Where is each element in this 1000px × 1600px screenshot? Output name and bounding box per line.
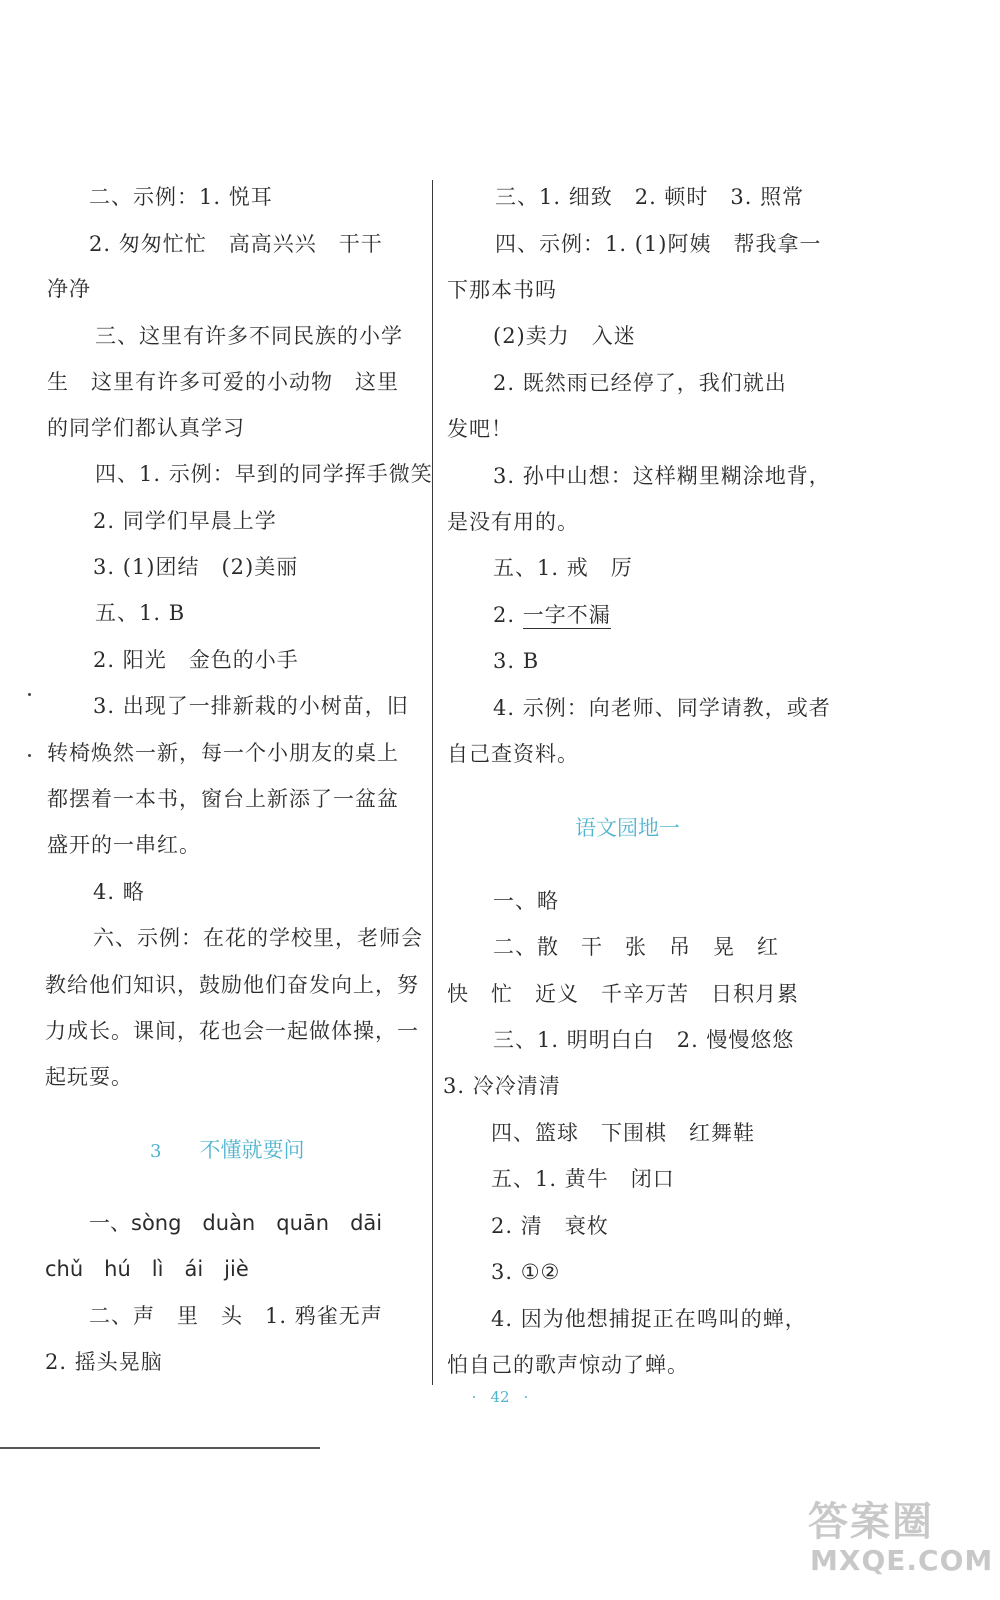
answer-line: 2. 清 衰枚 <box>491 1214 609 1238</box>
page-number-text: 42 <box>490 1388 510 1406</box>
section-number: 3 <box>150 1141 162 1162</box>
answer-line <box>493 600 611 630</box>
answer-line: 生 这里有许多可爱的小动物 这里 <box>47 370 399 394</box>
answer-line: 教给他们知识，鼓励他们奋发向上，努 <box>45 973 419 997</box>
answer-prefix: 2. <box>493 603 523 627</box>
answer-line: 3. ①② <box>491 1260 561 1284</box>
answer-line: 四、篮球 下围棋 红舞鞋 <box>491 1121 755 1145</box>
answer-line: 净净 <box>47 277 91 301</box>
answer-line: 怕自己的歌声惊动了蝉。 <box>447 1353 689 1377</box>
answer-line: 转椅焕然一新，每一个小朋友的桌上 <box>47 741 399 765</box>
answer-line: 二、散 干 张 吊 晃 红 <box>493 935 779 959</box>
answer-line: 力成长。课间，花也会一起做体操，一 <box>45 1019 419 1043</box>
answer-line: 下那本书吗 <box>447 278 557 302</box>
underlined-answer: 一字不漏 <box>522 603 611 627</box>
answer-line: 3. 孙中山想：这样糊里糊涂地背， <box>493 464 831 488</box>
answer-line: 六、示例：在花的学校里，老师会 <box>93 926 423 950</box>
answer-line: 都摆着一本书，窗台上新添了一盆盆 <box>47 787 399 811</box>
answer-line: 3. 出现了一排新栽的小树苗，旧 <box>93 694 409 718</box>
dot-icon: · <box>471 1388 477 1406</box>
watermark-text: 答案圈 <box>808 1499 934 1545</box>
scan-speck <box>28 693 31 696</box>
answer-line: 3. 冷冷清清 <box>443 1074 561 1098</box>
answer-line: 三、1. 明明白白 2. 慢慢悠悠 <box>493 1028 795 1052</box>
pinyin-line: 一、sòng duàn quān dāi <box>89 1211 383 1235</box>
answer-line: 五、1. 戒 厉 <box>493 556 633 580</box>
answer-line: 3. B <box>493 649 540 673</box>
answer-line: 发吧！ <box>447 417 513 441</box>
answer-line: 五、1. B <box>95 601 186 625</box>
answer-line: 是没有用的。 <box>447 510 579 534</box>
answer-line: 起玩耍。 <box>45 1065 133 1089</box>
answer-line: 2. 匆匆忙忙 高高兴兴 干干 <box>89 232 383 256</box>
scan-speck <box>28 754 31 757</box>
answer-line: 4. 示例：向老师、同学请教，或者 <box>493 696 831 720</box>
answer-line: 快 忙 近义 千辛万苦 日积月累 <box>447 982 799 1006</box>
footer-rule <box>0 1447 320 1449</box>
answer-line: 2. 既然雨已经停了，我们就出 <box>493 371 787 395</box>
answer-line: 三、1. 细致 2. 顿时 3. 照常 <box>495 185 805 209</box>
answer-line: 盛开的一串红。 <box>47 833 201 857</box>
column-divider <box>432 180 433 1385</box>
watermark-url: MXQE.COM <box>810 1544 994 1577</box>
answer-line: 二、示例：1. 悦耳 <box>89 185 273 209</box>
section-heading: 语文园地一 <box>575 816 680 840</box>
section-title: 不懂就要问 <box>199 1138 305 1162</box>
answer-line: 五、1. 黄牛 闭口 <box>491 1167 675 1191</box>
pinyin-line: chǔ hú lì ái jiè <box>45 1257 249 1281</box>
page-number <box>0 1388 1000 1406</box>
answer-line: 2. 同学们早晨上学 <box>93 509 277 533</box>
answer-line: 四、1. 示例：早到的同学挥手微笑 <box>95 462 433 486</box>
answer-line: 2. 阳光 金色的小手 <box>93 648 299 672</box>
answer-line: 二、声 里 头 1. 鸦雀无声 <box>89 1304 383 1328</box>
section-heading <box>150 1135 304 1167</box>
answer-line: (2)卖力 入迷 <box>493 324 636 348</box>
answer-line: 的同学们都认真学习 <box>47 416 245 440</box>
answer-line: 四、示例：1. (1)阿姨 帮我拿一 <box>495 232 822 256</box>
answer-line: 一、略 <box>493 889 559 913</box>
answer-line: 三、这里有许多不同民族的小学 <box>95 324 403 348</box>
answer-line: 4. 略 <box>93 880 145 904</box>
answer-line: 2. 摇头晃脑 <box>45 1350 163 1374</box>
dot-icon: · <box>523 1388 529 1406</box>
answer-line: 4. 因为他想捕捉正在鸣叫的蝉， <box>491 1307 807 1331</box>
watermark-logo <box>808 1490 994 1590</box>
answer-line: 自己查资料。 <box>447 742 579 766</box>
answer-line: 3. (1)团结 (2)美丽 <box>93 555 299 579</box>
